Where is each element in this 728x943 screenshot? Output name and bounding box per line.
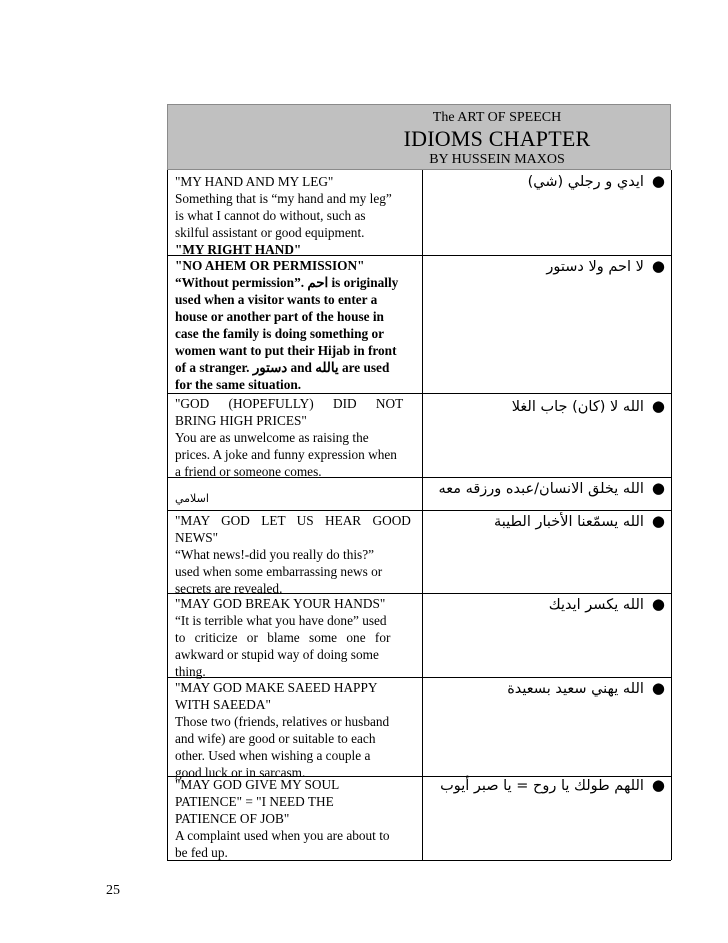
idiom-arabic (528, 172, 665, 190)
bullet-icon: ● (651, 595, 665, 613)
idiom-title: "NO AHEM OR PERMISSION" (175, 258, 365, 273)
table-row (167, 593, 671, 678)
idiom-text: used when some embarrassing news or (175, 564, 383, 579)
idiom-text: and wife) are good or suitable to each (175, 731, 376, 746)
arabic-text: ايدي و رجلي (شي) (527, 174, 644, 190)
idiom-title: PATIENCE" = "I NEED THE (175, 794, 334, 809)
idiom-text: “What news!-did you really do this?” (175, 547, 375, 562)
idiom-arabic (512, 397, 665, 415)
idiom-text: thing. (175, 664, 206, 679)
table-row (167, 255, 671, 394)
idiom-text: You are as unwelcome as raising the (175, 430, 369, 445)
idiom-title: "MY HAND AND MY LEG" (175, 174, 334, 189)
idiom-text: “Without permission”. احم is originally (175, 275, 399, 290)
idiom-title: PATIENCE OF JOB" (175, 811, 290, 826)
idiom-text: for the same situation. (175, 377, 302, 392)
idiom-english (175, 512, 415, 597)
idiom-arabic (546, 257, 665, 275)
idiom-english (175, 490, 415, 507)
idiom-title: BRING HIGH PRICES" (175, 413, 307, 428)
table-row (167, 776, 671, 861)
idiom-arabic (507, 679, 665, 697)
chapter-title: IDIOMS CHAPTER (403, 126, 591, 151)
table-row (167, 393, 671, 478)
idiom-text: case the family is doing something or (175, 326, 385, 341)
table-row (167, 477, 671, 511)
table-row (167, 677, 671, 780)
arabic-text: الله يسمّعنا الأخبار الطيبة (493, 514, 644, 530)
page-number: 25 (106, 883, 120, 898)
idiom-text: Those two (friends, relatives or husband (175, 714, 390, 729)
idiom-text: secrets are revealed. (175, 581, 283, 596)
idiom-title: NEWS" (175, 530, 219, 545)
idiom-text: A complaint used when you are about to (175, 828, 390, 843)
table-border-right (671, 170, 672, 860)
bullet-icon: ● (651, 397, 665, 415)
idiom-title: WITH SAEEDA" (175, 697, 271, 712)
bullet-icon: ● (651, 257, 665, 275)
idiom-title: "MAY GOD GIVE MY SOUL (175, 777, 340, 792)
idiom-arabic (438, 479, 665, 497)
author-line: BY HUSSEIN MAXOS (429, 152, 565, 167)
table-row (167, 170, 671, 256)
idiom-arabic (549, 595, 665, 613)
idiom-english (175, 595, 415, 680)
idiom-english (175, 776, 415, 861)
bullet-icon: ● (651, 479, 665, 497)
idiom-text: a friend or someone comes. (175, 464, 322, 479)
idiom-text: of a stranger. دستور and يالله are used (175, 360, 390, 375)
idiom-equivalent: "MY RIGHT HAND" (175, 242, 302, 257)
idiom-text: to criticize or blame some one for (175, 630, 391, 645)
idiom-english (175, 173, 415, 258)
idiom-text: awkward or stupid way of doing some (175, 647, 379, 662)
idiom-text: other. Used when wishing a couple a (175, 748, 371, 763)
arabic-text: اللهم طولك يا روح = يا صبر أيوب (440, 778, 644, 794)
idiom-text: house or another part of the house in (175, 309, 384, 324)
idiom-english (175, 679, 415, 781)
idiom-text: اسلامي (175, 492, 209, 505)
arabic-text: الله يخلق الانسان/عبده ورزقه معه (438, 481, 644, 497)
idiom-text: women want to put their Hijab in front (175, 343, 397, 358)
idiom-english (175, 395, 415, 480)
idiom-text: good luck or in sarcasm. (175, 765, 306, 780)
bullet-icon: ● (651, 679, 665, 697)
idiom-text: used when a visitor wants to enter a (175, 292, 378, 307)
idiom-arabic (440, 776, 665, 794)
idiom-title: "GOD (HOPEFULLY) DID NOT (175, 396, 404, 411)
chapter-header (167, 104, 671, 170)
idiom-title: "MAY GOD MAKE SAEED HAPPY (175, 680, 378, 695)
idiom-text: “It is terrible what you have done” used (175, 613, 387, 628)
bullet-icon: ● (651, 172, 665, 190)
arabic-text: لا احم ولا دستور (546, 259, 644, 275)
bullet-icon: ● (651, 512, 665, 530)
idiom-text: is what I cannot do without, such as (175, 208, 366, 223)
arabic-text: الله يهني سعيد بسعيدة (507, 681, 644, 697)
bullet-icon: ● (651, 776, 665, 794)
idiom-text: Something that is “my hand and my leg” (175, 191, 392, 206)
idiom-english (175, 257, 415, 393)
idiom-text: prices. A joke and funny expression when (175, 447, 397, 462)
idiom-text: be fed up. (175, 845, 228, 860)
idiom-title: "MAY GOD BREAK YOUR HANDS" (175, 596, 386, 611)
arabic-text: الله لا (كان) جاب الغلا (511, 399, 644, 415)
idiom-arabic (494, 512, 665, 530)
table-row (167, 510, 671, 594)
idiom-text: skilful assistant or good equipment. (175, 225, 365, 240)
book-title: The ART OF SPEECH (432, 110, 562, 125)
arabic-text: الله يكسر ايديك (548, 597, 644, 613)
idiom-title: "MAY GOD LET US HEAR GOOD (175, 513, 411, 528)
